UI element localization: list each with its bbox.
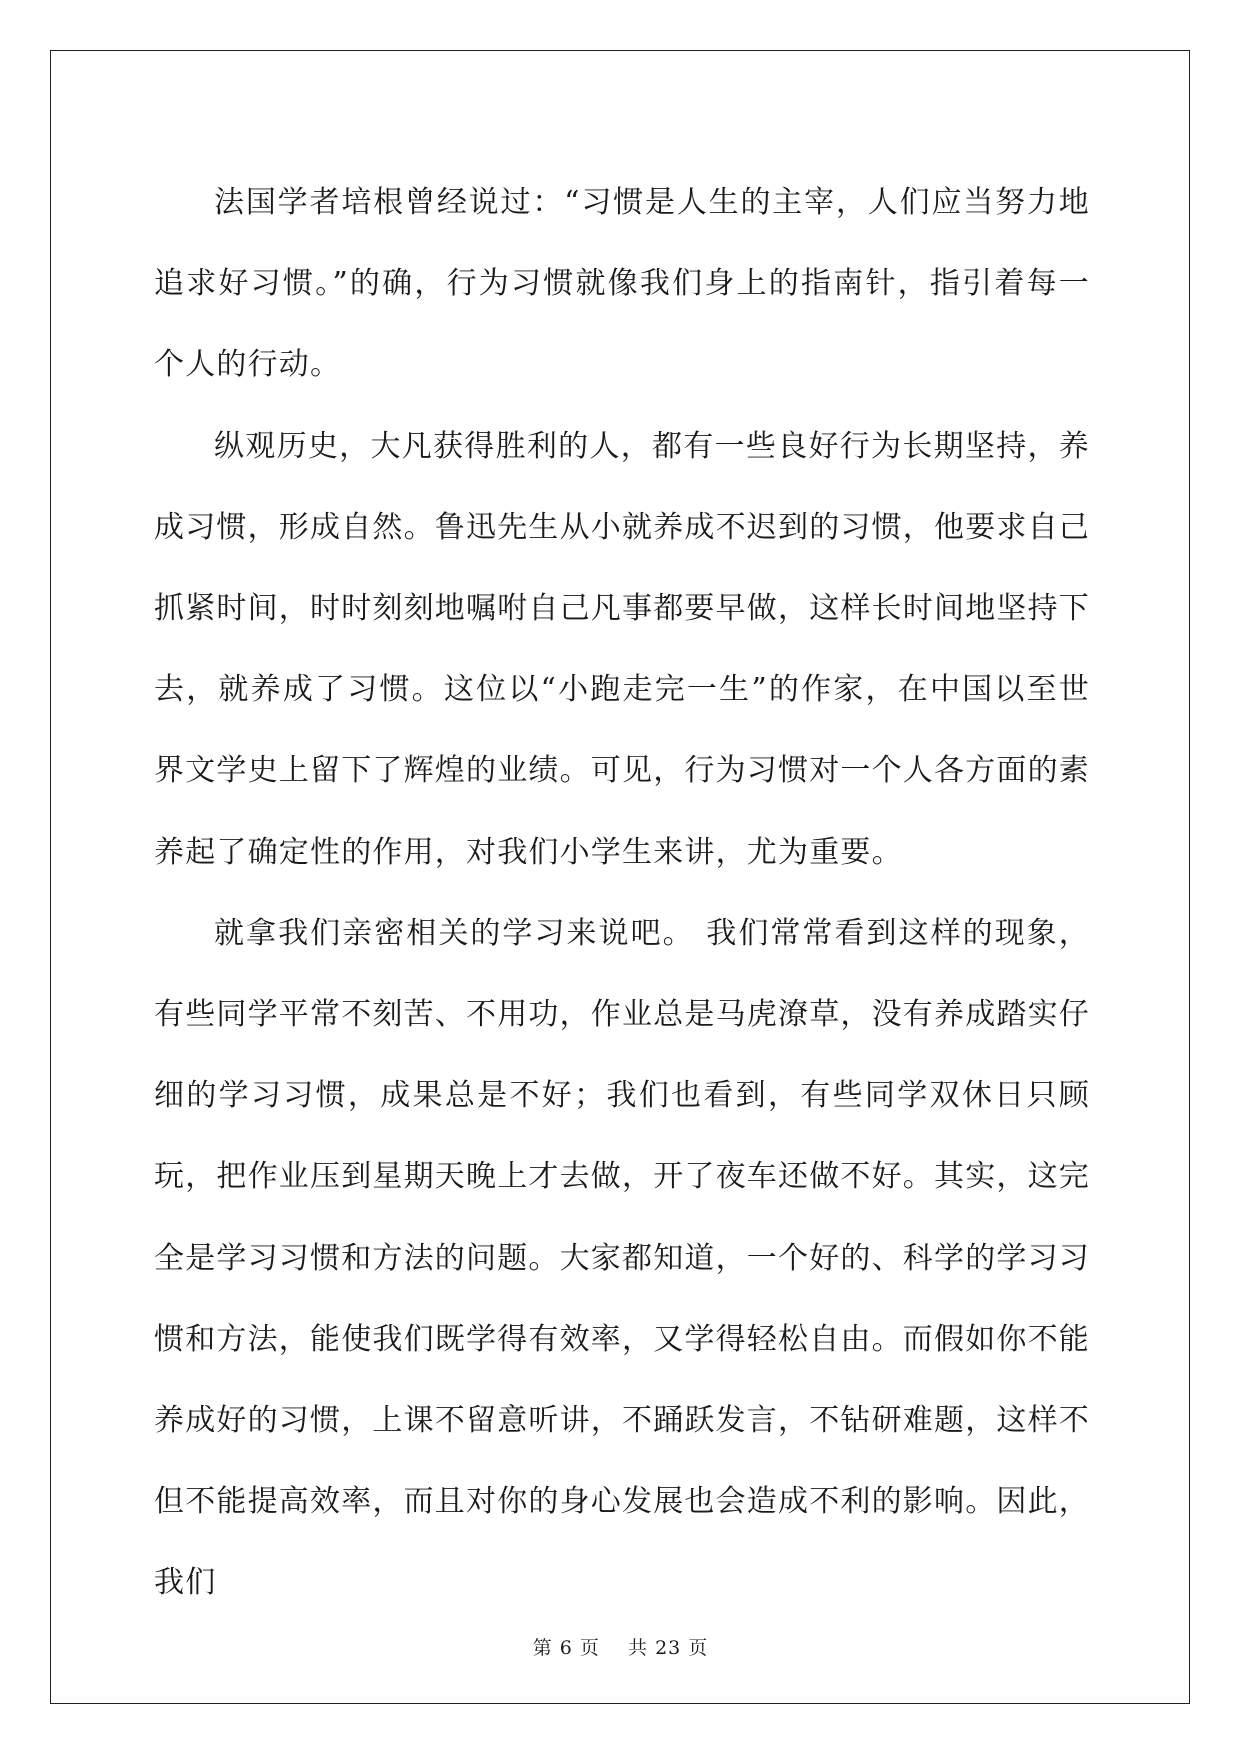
page-number-footer: 第 6 页 共 23 页 [532,1637,709,1659]
document-body [154,162,1090,1624]
paragraph-2: 纵观历史，大凡获得胜利的人，都有一些良好行为长期坚持，养成习惯，形成自然。鲁迅先生从小就养成不迟到的习惯，他要求自己抓紧时间，时时刻刻地嘱咐自己凡事都要早做，这样长时间地坚持下去，就养成了习惯。这位以“小跑走完一生”的作家，在中国以至世界文学史上留下了辉煌的业绩。可见，行为习惯对一个人各方面的素养起了确定性的作用，对我们小学生来讲，尤为重要。 [154,428,1090,870]
paragraph-1: 法国学者培根曾经说过：“习惯是人生的主宰，人们应当努力地追求好习惯。”的确，行为习惯就像我们身上的指南针，指引着每一个人的行动。 [154,185,1090,383]
paragraph-3: 就拿我们亲密相关的学习来说吧。 我们常常看到这样的现象，有些同学平常不刻苦、不用功，作业总是马虎潦草，没有养成踏实仔细的学习习惯，成果总是不好；我们也看到，有些同学双休日只顾玩，把作业压到星期天晚上才去做，开了夜车还做不好。其实，这完全是学习习惯和方法的问题。大家都知道，一个好的、科学的学习习惯和方法，能使我们既学得有效率，又学得轻松自由。而假如你不能养成好的习惯，上课不留意听讲，不踊跃发言，不钻研难题，这样不但不能提高效率，而且对你的身心发展也会造成不利的影响。因此，我们 [154,915,1090,1601]
